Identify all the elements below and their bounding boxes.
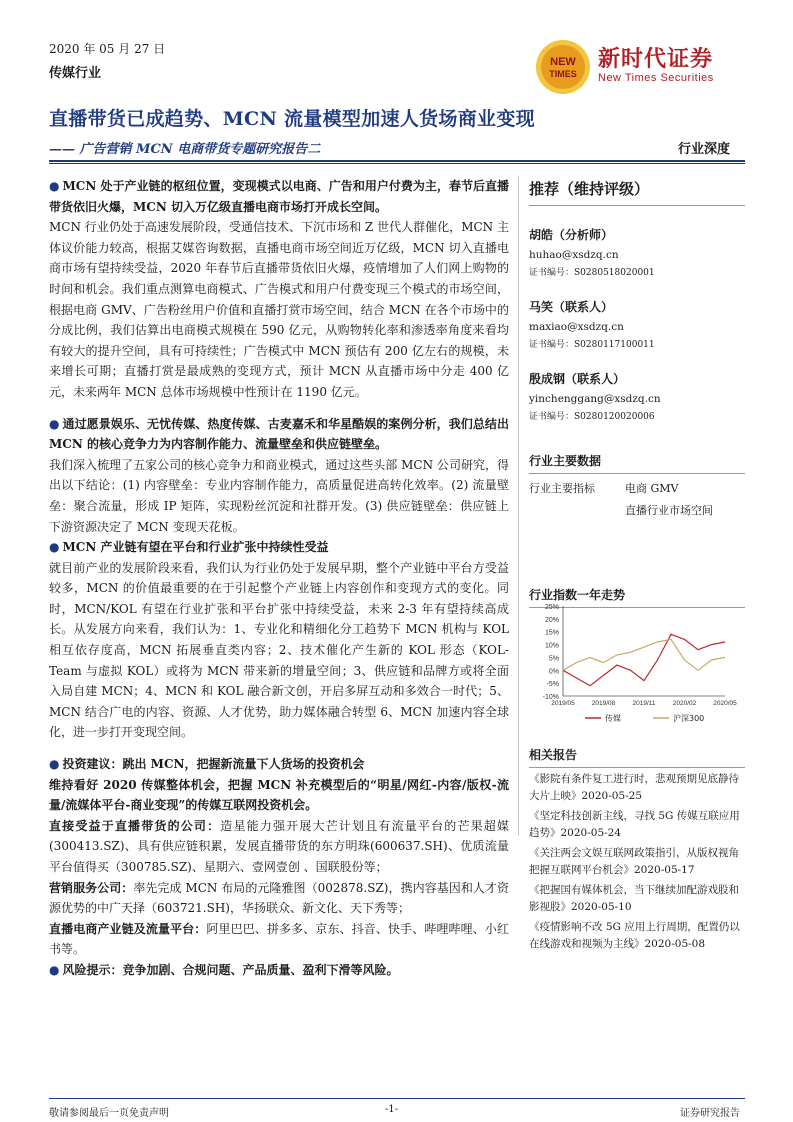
related-reports bbox=[529, 746, 745, 953]
bullet-icon: ● bbox=[49, 757, 60, 772]
analyst-name: 胡皓（分析师） bbox=[529, 228, 614, 242]
sidebar bbox=[529, 176, 745, 608]
section-1-text: MCN 行业仍处于高速发展阶段，受通信技术、下沉市场和 Z 世代人群催化，MCN 主体议价能力较高，根据艾媒咨询数据，直播电商市场空间近万亿级，MCN 切入直播电商市场有望持续受益，2020 年春节后直播带货依旧火爆，疫情增加了人们网上购物的时间和机会。我们重点测算电商模式、广告模式和用户付费变现三个模式的市场空间，根据电商 GMV、广告粉丝用户价值和直播打赏市场空间，结合 MCN 在各个市场中的分成比例，我们估算出电商模式规模在 590 亿元，从购物转化率和渗透率角度来看均有较大的提升空间，具有可持续性；广告模式中 MCN 预估有 200 亿左右的规模，未来增长可期；直播打赏是最成熟的变现方式，预计 MCN 从直播市场中分走 400 亿元，未来两年 MCN 总体市场规模中性预计在 1190 亿元。 bbox=[49, 220, 509, 399]
logo-mark-bottom: TIMES bbox=[549, 69, 577, 79]
series-line-media bbox=[563, 634, 725, 685]
section-4-line-2: 直接受益于直播带货的公司：造星能力强开展大芒计划且有流量平台的芒果超媒(300413.SZ)、具有供应链积累，发展直播带货的东方明珠(600637.SH)、优质流量平台值得买（300785.SZ)、星期六、壹网壹创 、国联股份等； bbox=[49, 818, 509, 874]
section-4-line-4: 直播电商产业链及流量平台：阿里巴巴、拼多多、京东、抖音、快手、哔哩哔哩、小红书等。 bbox=[49, 921, 509, 957]
analyst-cert: 证书编号：S0280117100011 bbox=[529, 340, 655, 350]
analyst-cert: 证书编号：S0280518020001 bbox=[529, 268, 655, 278]
footer-disclaimer: 敬请参阅最后一页免责声明 bbox=[49, 1108, 169, 1119]
related-title: 相关报告 bbox=[529, 746, 745, 768]
y-tick-label: 10% bbox=[544, 642, 559, 650]
key-data-value: 电商 GMV bbox=[625, 482, 679, 495]
section-4-line-1: 维持看好 2020 传媒整体机会，把握 MCN 补充模型后的“明星/网红-内容/版权-流量/流媒体平台-商业变现”的传媒互联网投资机会。 bbox=[49, 777, 509, 813]
footer-divider bbox=[49, 1098, 745, 1099]
brand-logo bbox=[534, 38, 764, 98]
bullet-icon: ● bbox=[49, 962, 60, 977]
key-data-value: 直播行业市场空间 bbox=[625, 504, 713, 517]
logo-mark-top: NEW bbox=[550, 56, 576, 68]
index-chart bbox=[529, 600, 745, 730]
related-report-link[interactable]: 《坚定科技创新主线，寻找 5G 传媒互联应用趋势》2020-05-24 bbox=[529, 810, 740, 839]
header-divider-thin bbox=[49, 163, 745, 164]
analyst-name: 马笑（联系人） bbox=[529, 300, 614, 314]
section-1-heading: ● MCN 处于产业链的枢纽位置，变现模式以电商、广告和用户付费为主，春节后直播带货依旧火爆，MCN 切入万亿级直播电商市场打开成长空间。 bbox=[49, 179, 509, 214]
analyst-email[interactable]: yinchenggang@xsdzq.cn bbox=[529, 393, 661, 405]
section-4-line-3: 营销服务公司：率先完成 MCN 布局的元隆雅图（002878.SZ)，携内容基因和人才资源优势的中广天择（603721.SH)，华扬联众、新文化、天下秀等； bbox=[49, 880, 509, 916]
x-tick-label: 2019/05 bbox=[551, 700, 575, 707]
risk-warning: ● 风险提示：竞争加剧、合规问题、产品质量、盈利下滑等风险。 bbox=[49, 962, 399, 977]
page-number: -1- bbox=[385, 1104, 399, 1115]
related-report-link[interactable]: 《疫情影响不改 5G 应用上行周期，配置仍以在线游戏和视频为主线》2020-05-08 bbox=[529, 921, 740, 950]
header-divider bbox=[49, 160, 745, 162]
section-3-text: 就目前产业的发展阶段来看，我们认为行业仍处于发展早期，整个产业链中平台方受益较多，MCN 的价值最重要的在于引起整个产业链上内容创作和变现方式的变化。同时，MCN/KOL 有望在行业扩张和平台扩张中持续受益，未来 2-3 年有望持续高成长。从发展方向来看，我们认为：1、专业化和精细化分工趋势下 MCN 机构与 KOL 相互依存度高，MCN 拓展垂直类内容；2、技术催化产生新的 KOL 形态（KOL-Team 与虚拟 KOL）或将为 MCN 带来新的增量空间；3、供应链和品牌方或将全面入局自建 MCN；4、MCN 和 KOL 融合新文创，开启多屏互动和多效合一时代；5、MCN 结合广电的内容、资源、人才优势，助力媒体融合转型 6、MCN 加速内容全球化，进一步打开变现空间。 bbox=[49, 560, 509, 740]
section-3-heading: ● MCN 产业链有望在平台和行业扩张中持续性受益 bbox=[49, 540, 329, 555]
legend-label: 传媒 bbox=[605, 714, 621, 723]
analyst-email[interactable]: maxiao@xsdzq.cn bbox=[529, 321, 624, 333]
key-data-row bbox=[529, 502, 745, 518]
y-tick-label: 5% bbox=[548, 655, 559, 663]
legend-label: 沪深300 bbox=[673, 714, 705, 723]
report-type: 行业深度 bbox=[678, 142, 731, 157]
analyst-name: 殷成钢（联系人） bbox=[529, 372, 626, 386]
bullet-icon: ● bbox=[49, 179, 60, 193]
column-divider bbox=[518, 176, 519, 836]
x-tick-label: 2020/02 bbox=[672, 700, 697, 707]
analyst-card bbox=[529, 370, 745, 422]
main-content bbox=[49, 176, 509, 981]
related-report-link[interactable]: 《影院有条件复工进行时，悲观预期见底静待大片上映》2020-05-25 bbox=[529, 773, 739, 802]
bullet-icon: ● bbox=[49, 416, 60, 431]
y-tick-label: 0% bbox=[548, 668, 559, 676]
key-data-label: 行业主要指标 bbox=[529, 482, 595, 495]
report-date: 2020 年 05 月 27 日 bbox=[49, 42, 166, 56]
section-2-heading: ● 通过愿景娱乐、无忧传媒、热度传媒、古麦嘉禾和华星酷娱的案例分析，我们总结出 MCN 的核心竞争力为内容制作能力、流量壁垒和供应链壁垒。 bbox=[49, 416, 509, 452]
y-tick-label: 25% bbox=[544, 604, 559, 611]
related-report-link[interactable]: 《关注两会文娱互联网政策指引，从版权视角把握互联网平台机会》2020-05-17 bbox=[529, 847, 739, 876]
y-tick-label: 20% bbox=[544, 616, 559, 624]
analyst-card bbox=[529, 298, 745, 350]
x-tick-label: 2019/08 bbox=[591, 700, 616, 707]
footer-label: 证券研究报告 bbox=[680, 1108, 740, 1119]
index-chart-svg bbox=[529, 600, 745, 730]
related-report-link[interactable]: 《把握国有媒体机会，当下继续加配游戏股和影视股》2020-05-10 bbox=[529, 884, 739, 913]
y-tick-label: -5% bbox=[546, 681, 559, 689]
x-tick-label: 2020/05 bbox=[713, 700, 737, 707]
section-2-text: 我们深入梳理了五家公司的核心竞争力和商业模式，通过这些头部 MCN 公司研究，得出以下结论：(1) 内容壁垒：专业内容制作能力，高质量促进高转化效率。(2) 流量壁垒：聚合流量，形成 IP 矩阵，实现粉丝沉淀和社群开发。(3) 供应链壁垒：供应链上下游资源决定了 MCN 变现天花板。 bbox=[49, 457, 509, 534]
key-data-row bbox=[529, 480, 745, 496]
x-tick-label: 2019/11 bbox=[632, 700, 656, 707]
key-data-title: 行业主要数据 bbox=[529, 452, 745, 474]
report-subtitle: —— 广告营销 MCN 电商带货专题研究报告二 bbox=[49, 142, 321, 157]
bullet-icon: ● bbox=[49, 540, 60, 555]
industry-label: 传媒行业 bbox=[49, 66, 102, 81]
analyst-cert: 证书编号：S0280120020006 bbox=[529, 412, 655, 422]
y-tick-label: -10% bbox=[542, 694, 559, 701]
new-times-logo-icon bbox=[534, 38, 592, 96]
logo-chinese-name: 新时代证券 bbox=[598, 47, 714, 72]
chart-title: 行业指数一年走势 bbox=[529, 586, 745, 608]
section-4-heading: ● 投资建议：跳出 MCN，把握新流量下人货场的投资机会 bbox=[49, 757, 365, 772]
logo-english-name: New Times Securities bbox=[598, 72, 714, 84]
report-title: 直播带货已成趋势、MCN 流量模型加速人货场商业变现 bbox=[49, 108, 535, 130]
analyst-email[interactable]: huhao@xsdzq.cn bbox=[529, 249, 619, 261]
y-tick-label: 15% bbox=[544, 629, 559, 637]
analyst-card bbox=[529, 226, 745, 278]
rating: 推荐（维持评级） bbox=[529, 178, 745, 206]
series-line-csi300 bbox=[563, 639, 725, 670]
